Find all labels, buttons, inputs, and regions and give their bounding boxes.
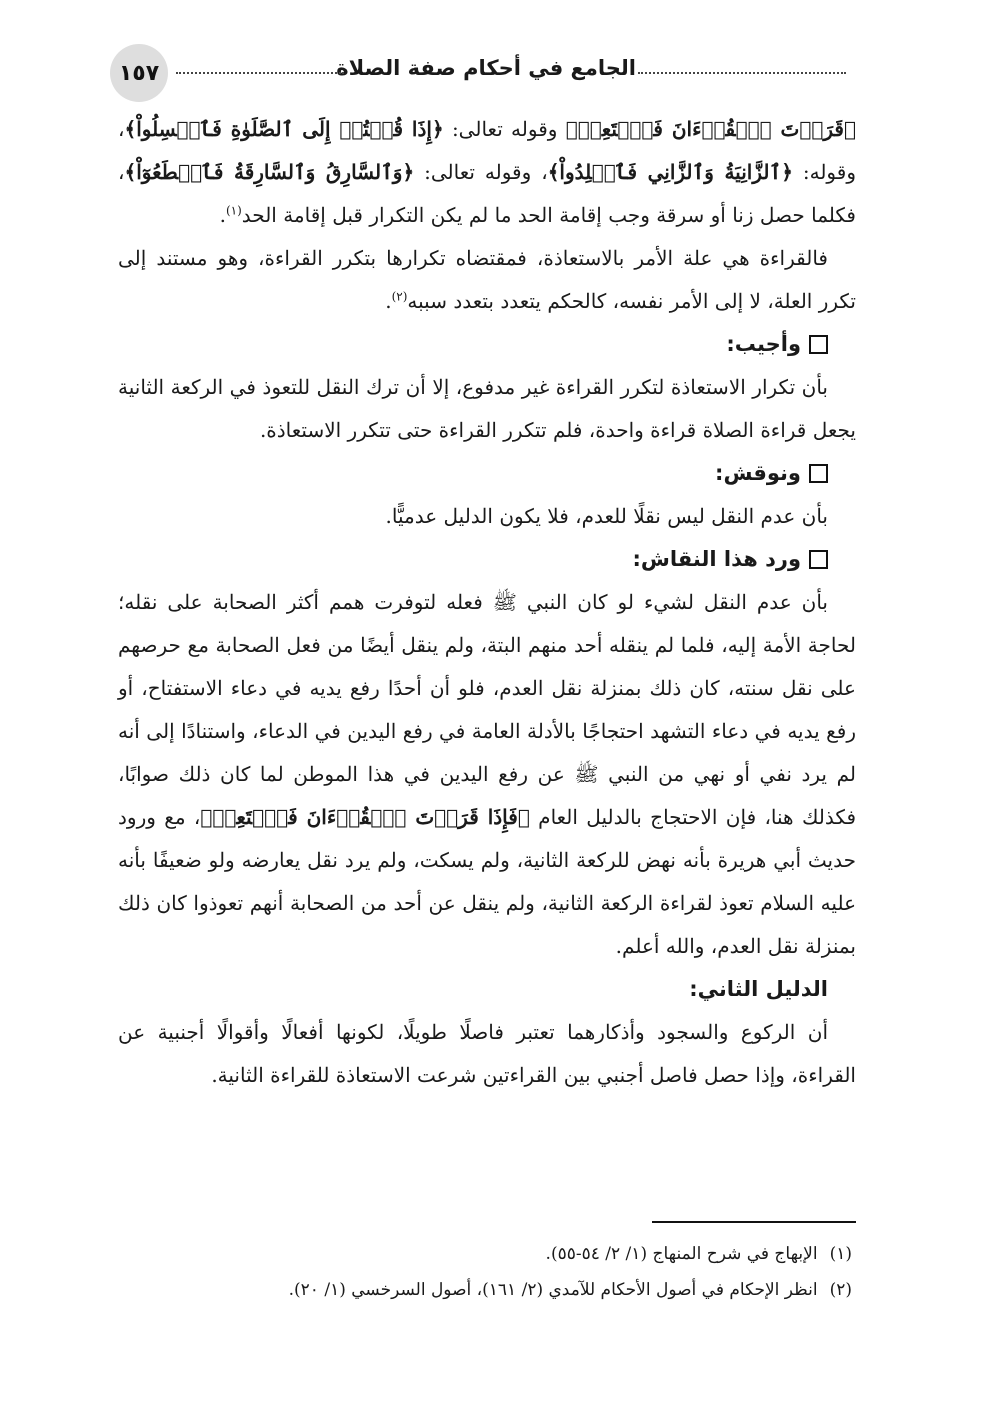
quran-verse: وَٱلسَّارِقُ وَٱلسَّارِقَةُ فَٱقۡطَعُوٓاْ — [136, 160, 403, 184]
quran-verse: إِذَا قُمۡتُمۡ إِلَى ٱلصَّلَوٰةِ فَٱغۡسِلُواْ — [136, 117, 432, 141]
section-heading — [118, 452, 856, 495]
quran-open-bracket: ﴿ — [402, 160, 415, 184]
paragraph-1 — [118, 108, 856, 237]
checkbox-square-icon — [809, 464, 828, 483]
page-number: ١٥٧ — [110, 44, 168, 102]
checkbox-square-icon — [809, 550, 828, 569]
quran-open-bracket: ﴿ — [843, 117, 856, 141]
footnote-number: (٢) — [829, 1280, 852, 1300]
quran-verse: فَإِذَا قَرَأۡتَ ٱلۡقُرۡءَانَ فَٱسۡتَعِذۡ — [212, 805, 518, 829]
quran-close-bracket: ﴾ — [565, 117, 578, 141]
paragraph-4: بأن عدم النقل ليس نقلًا للعدم، فلا يكون الدليل عدميًّا. — [385, 504, 828, 528]
running-title: الجامع في أحكام صفة الصلاة — [336, 56, 636, 80]
footnote-number: (١) — [829, 1244, 852, 1264]
heading-label: وأجيب: — [726, 332, 801, 356]
quran-verse: قَرَأۡتَ ٱلۡقُرۡءَانَ فَٱسۡتَعِذۡ — [577, 117, 844, 141]
text-span: . — [385, 289, 392, 313]
footnote-divider — [652, 1221, 856, 1223]
paragraph-6: أن الركوع والسجود وأذكارهما تعتبر فاصلًا طويلًا، لكونها أفعالًا وأقوالًا أجنبية عن القراءة، وإذا حصل فاصل أجنبي بين القراءتين شرعت الاستعاذة للقراءة الثانية. — [118, 1020, 856, 1087]
text-span: ، وقوله تعالى: — [414, 160, 548, 184]
paragraph-5 — [118, 581, 856, 968]
quran-open-bracket: ﴿ — [431, 117, 444, 141]
quran-open-bracket: ﴿ — [517, 805, 530, 829]
text-span: ، وقوله: — [118, 117, 856, 184]
text-span: ، فكلما حصل زنا أو سرقة وجب إقامة الحد ما لم يكن التكرار قبل إقامة الحد — [118, 160, 856, 227]
checkbox-square-icon — [809, 335, 828, 354]
section-heading — [118, 538, 856, 581]
footnote-text: الإبهاج في شرح المنهاج (١/ ٢/ ٥٤-٥٥). — [545, 1244, 818, 1264]
text-span: بأن عدم النقل لشيء لو كان النبي ﷺ فعله لتوفرت همم أكثر الصحابة على نقله؛ لحاجة الأمة إليه، فلما لم ينقله أحد منهم البتة، ولم ينقل أيضًا من فعل الصحابة مع حرصهم على نقل سنته، كان ذلك بمنزلة نقل العدم، فلو أن أحدًا رفع يديه في دعاء الاستفتاح، أو رفع يديه في دعاء التشهد احتجاجًا بالأدلة العامة في رفع اليدين في الدعاء، واستنادًا إلى أنه لم يرد نفي أو نهي من النبي ﷺ عن رفع اليدين في هذا الموطن لما كان ذلك صوابًا، فكذلك هنا، فإن الاحتجاج بالدليل العام — [118, 590, 856, 829]
text-span: فالقراءة هي علة الأمر بالاستعاذة، فمقتضاه تكرارها بتكرر القراءة، وهو مستند إلى تكرر العلة، لا إلى الأمر نفسه، كالحكم يتعدد بتعدد سببه — [118, 246, 856, 313]
quran-close-bracket: ﴾ — [124, 160, 137, 184]
text-span: . — [219, 203, 226, 227]
quran-open-bracket: ﴿ — [781, 160, 793, 184]
header-dots-right — [638, 72, 846, 74]
text-span: وقوله تعالى: — [443, 117, 566, 141]
footnote-text: انظر الإحكام في أصول الأحكام للآمدي (٢/ ١٦١)، أصول السرخسي (١/ ٢٠). — [288, 1280, 818, 1300]
header-dots-left — [176, 72, 344, 74]
quran-close-bracket: ﴾ — [547, 160, 560, 184]
heading-label: ونوقش: — [715, 461, 801, 485]
footnote-1 — [118, 1236, 856, 1272]
heading-label: الدليل الثاني: — [689, 977, 828, 1001]
section-heading — [118, 323, 856, 366]
section-heading — [118, 968, 856, 1011]
footnotes — [118, 1236, 856, 1308]
paragraph-3: بأن تكرار الاستعاذة لتكرر القراءة غير مدفوع، إلا أن ترك النقل للتعوذ في الركعة الثانية يجعل قراءة الصلاة قراءة واحدة، فلم تتكرر القراءة حتى تتكرر الاستعاذة. — [118, 375, 856, 442]
footnote-ref-1[interactable]: (١) — [225, 203, 242, 218]
quran-verse: ٱلزَّانِيَةُ وَٱلزَّانِي فَٱجۡلِدُواْ — [559, 160, 782, 184]
quran-close-bracket: ﴾ — [124, 117, 137, 141]
page-header — [110, 44, 846, 102]
body-text — [118, 108, 856, 1097]
footnote-2 — [118, 1272, 856, 1308]
heading-label: ورد هذا النقاش: — [632, 547, 801, 571]
text-span: ، مع ورود حديث أبي هريرة بأنه نهض للركعة الثانية، ولم يسكت، ولم يرد نقل يعارضه ولو ضعيفًا بأنه عليه السلام تعوذ لقراءة الركعة الثانية، ولم ينقل عن أحد من الصحابة أنهم تعوذوا كان ذلك بمنزلة نقل العدم، والله أعلم. — [118, 805, 856, 958]
quran-close-bracket: ﴾ — [200, 805, 213, 829]
footnote-ref-2[interactable]: (٢) — [391, 289, 408, 304]
paragraph-2 — [118, 237, 856, 323]
